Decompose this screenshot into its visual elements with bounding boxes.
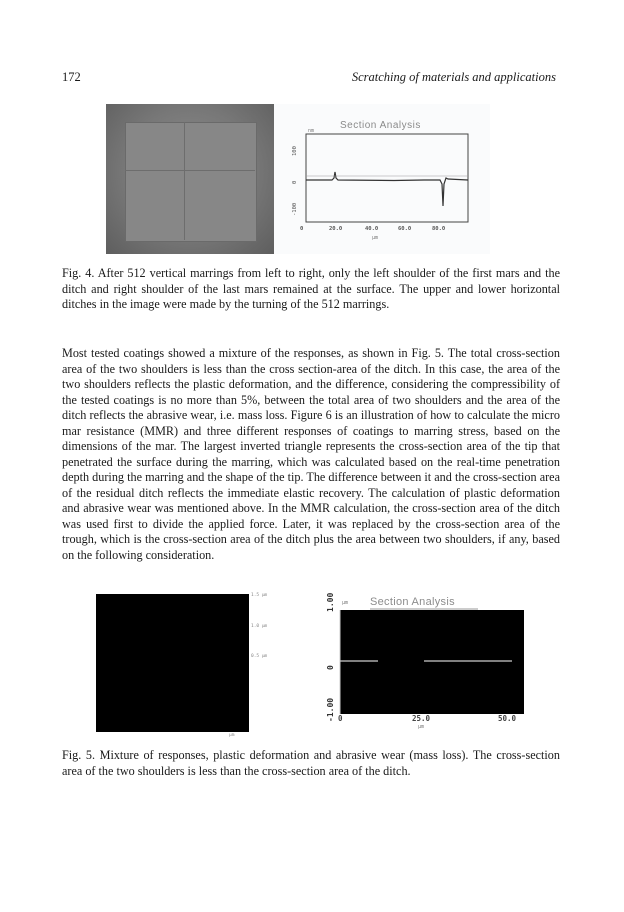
figure4-section-plot [274, 104, 490, 254]
figure5-image-label: μm [229, 733, 235, 738]
figure5-afm-image [96, 594, 249, 732]
figure4-afm-image [106, 104, 274, 254]
figure5-xtick: 25.0 [412, 714, 431, 723]
running-title: Scratching of materials and applications [351, 70, 556, 84]
figure5-section-plot [308, 590, 530, 740]
figure5-plot-title: Section Analysis [370, 596, 455, 608]
figure5-caption: Fig. 5. Mixture of responses, plastic deformation and abrasive wear (mass loss). The cross-section area of the two shoulders is less than the cross-section area of the ditch. [62, 748, 560, 778]
figure5-image-label: 1.0 μm [251, 624, 268, 629]
figure4-profile-svg [274, 104, 490, 254]
figure4-x-unit: μm [372, 235, 379, 241]
body-paragraph: Most tested coatings showed a mixture of the responses, as shown in Fig. 5. The total cross-section area of the two shoulders is less than the cross section-area of the ditch. In this case, the area of the two shoulders reflects the plastic deformation, and the difference, considering the compressibility of the tested coatings is no more than 5%, between the total area of two shoulders and the area of the ditch reflects the abrasive wear, i.e. mass loss. Figure 6 is an illustration of how to calculate the micro mar resistance (MMR) and three different responses of coatings to marring stress, based on the dimensions of the mar. The largest inverted triangle represents the cross-section area of the tip that penetrated the surface during the marring, which was calculated based on the real-time penetration depth during the marring and the shape of the tip. The difference between it and the cross-section area of the residual ditch reflects the immediate elastic recovery. The calculation of plastic deformation and abrasive wear was mentioned above. In the MMR calculation, the cross-section area of the ditch was used first to divide the applied force. Later, it was replaced by the cross-section area of the trough, which is the cross-section area of the ditch plus the area between two shoulders, if any, based on the following consideration. [62, 346, 560, 562]
figure4-xtick: 20.0 [329, 226, 343, 232]
figure5-y-unit: μm [342, 600, 349, 606]
figure4-xtick: 40.0 [365, 226, 379, 232]
figure5-image-label: 0.5 μm [251, 654, 268, 659]
figure4-caption: Fig. 4. After 512 vertical marrings from left to right, only the left shoulder of the first mars and the ditch and right shoulder of the last mars remained at the surface. The upper and lower horizontal ditches in the image were made by the turning of the 512 marrings. [62, 266, 560, 311]
figure4-ytick: 0 [292, 180, 298, 184]
figure5-x-unit: μm [418, 724, 425, 730]
figure4-xtick: 80.0 [432, 226, 446, 232]
figure4-plot-frame [306, 134, 468, 222]
figure5-image-label: 1.5 μm [251, 593, 268, 598]
figure4-profile-line [306, 172, 468, 206]
figure5-ytick: 0 [326, 665, 335, 670]
figure4-y-unit: nm [308, 128, 315, 134]
figure4-plot-title: Section Analysis [340, 120, 421, 131]
figure4-xtick: 0 [300, 226, 304, 232]
page-number: 172 [62, 70, 81, 84]
figure4-ytick: -100 [292, 202, 298, 216]
figure4-ytick: 100 [292, 146, 298, 156]
figure5-xtick: 50.0 [498, 714, 517, 723]
figure5-xtick: 0 [338, 714, 343, 723]
figure5-ytick: -1.00 [326, 697, 335, 722]
figure4-xtick: 60.0 [398, 226, 412, 232]
figure5-ytick: 1.00 [326, 592, 335, 612]
